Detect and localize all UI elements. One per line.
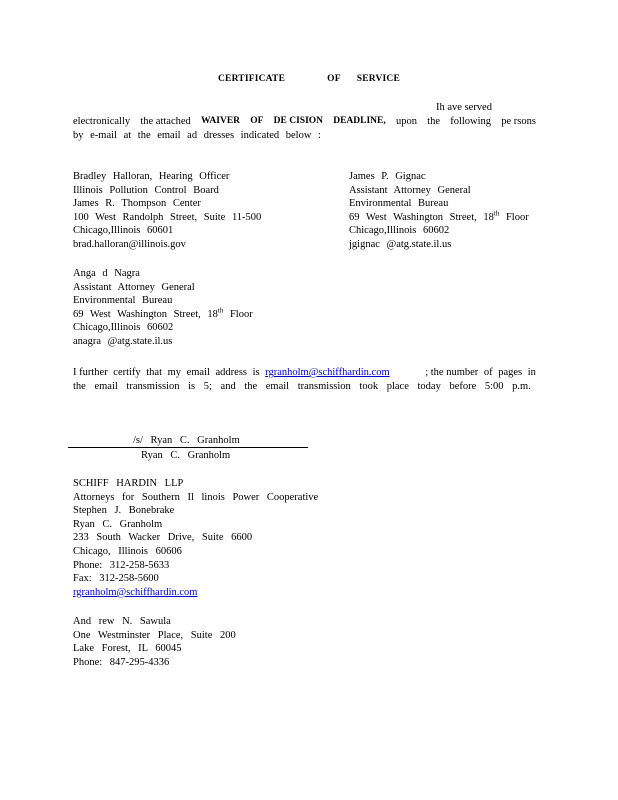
recipient-name: Anga d Nagra [73, 268, 140, 279]
recipient-city: Chicago,Illinois 60601 [73, 225, 174, 237]
intro-word: following [450, 116, 492, 127]
certify-word: of [483, 367, 493, 378]
contact-name: And rew N. Sawula [73, 616, 171, 627]
recipient-street: 100 West Randolph Street, Suite 11-500 [73, 211, 262, 223]
firm-name: SCHIFF HARDIN LLP [73, 478, 184, 489]
certify-word: in [527, 367, 536, 378]
certify-word: my [167, 367, 182, 378]
certify-word: email [186, 367, 210, 378]
recipient-email: anagra @atg.state.il.us [73, 335, 173, 347]
recipient-street: 69 West Washington Street, 18th Floor [73, 306, 253, 320]
signature-printed-name: Ryan C. Granholm [141, 450, 231, 461]
signature-line [68, 447, 308, 448]
recipient-street: 69 West Washington Street, 18th Floor [349, 209, 529, 223]
recipient-title: Assistant Attorney General [349, 184, 471, 196]
signature-signed: /s/ Ryan C. Granholm [133, 435, 240, 446]
sawula-block [73, 615, 236, 669]
intro-word: the attached [140, 116, 191, 127]
firm-email-wrap [73, 586, 318, 600]
recipient-city: Chicago,Illinois 60602 [73, 322, 174, 334]
firm-role: Attorneys for Southern Il linois Power Cooperative [73, 491, 319, 503]
recipient-city: Chicago,Illinois 60602 [349, 225, 450, 237]
intro-word: pe rsons [501, 116, 536, 127]
recipient-gignac [349, 170, 529, 252]
firm-fax: Fax: 312-258-5600 [73, 573, 159, 585]
title-word-certificate: CERTIFICATE [217, 74, 286, 84]
recipient-halloran [73, 170, 261, 252]
attorney-name: Ryan C. Granholm [73, 518, 163, 530]
firm-street: 233 South Wacker Drive, Suite 6600 [73, 532, 253, 544]
certify-word: pages [498, 367, 523, 378]
firm-city: Chicago, Illinois 60606 [73, 545, 182, 557]
intro-line-1: Ih ave served [436, 102, 492, 113]
attorney-name: Stephen J. Bonebrake [73, 505, 175, 517]
recipient-bureau: Environmental Bureau [349, 198, 449, 210]
certify-word: certify [113, 367, 141, 378]
recipient-nagra [73, 267, 253, 349]
document-name-decision: DE CISION [273, 116, 324, 126]
certify-word: is [252, 367, 260, 378]
contact-city: Lake Forest, IL 60045 [73, 643, 182, 655]
certify-word: ; the number [425, 367, 479, 378]
firm-email-link[interactable]: rgranholm@schiffhardin.com [73, 586, 198, 598]
contact-street: One Westminster Place, Suite 200 [73, 629, 236, 641]
recipient-name: Bradley Halloran, Hearing Officer [73, 171, 230, 182]
intro-word: upon [395, 116, 417, 127]
certify-email-link[interactable]: rgranholm@schiffhardin.com [265, 367, 390, 378]
recipient-name: James P. Gignac [349, 171, 426, 182]
recipient-organization: Illinois Pollution Control Board [73, 184, 219, 196]
intro-line-3: by e-mail at the email ad dresses indicated below : [73, 130, 321, 141]
document-title [0, 74, 618, 84]
recipient-building: James R. Thompson Center [73, 198, 201, 210]
firm-phone: Phone: 312-258-5633 [73, 559, 170, 571]
certify-word: that [146, 367, 163, 378]
intro-word: electronically [73, 116, 131, 127]
recipient-email: jgignac @atg.state.il.us [349, 238, 452, 250]
title-word-service: SERVICE [356, 74, 401, 84]
title-word-of: OF [327, 74, 341, 84]
certify-line-2: the email transmission is 5; and the email transmission took place today before 5:00 p.m. [73, 381, 531, 392]
recipient-title: Assistant Attorney General [73, 281, 195, 293]
contact-phone: Phone: 847-295-4336 [73, 656, 170, 668]
intro-line-2 [73, 115, 536, 128]
document-name-waiver: WAIVER [200, 116, 241, 126]
document-name-deadline: DEADLINE, [333, 116, 386, 126]
document-name-of: OF [250, 116, 264, 126]
intro-word: the [427, 116, 440, 127]
certify-line-1 [73, 366, 536, 379]
certify-word: I further [73, 367, 108, 378]
certify-word: address [215, 367, 247, 378]
recipient-email: brad.halloran@illinois.gov [73, 238, 186, 250]
recipient-bureau: Environmental Bureau [73, 295, 173, 307]
firm-block [73, 477, 318, 599]
